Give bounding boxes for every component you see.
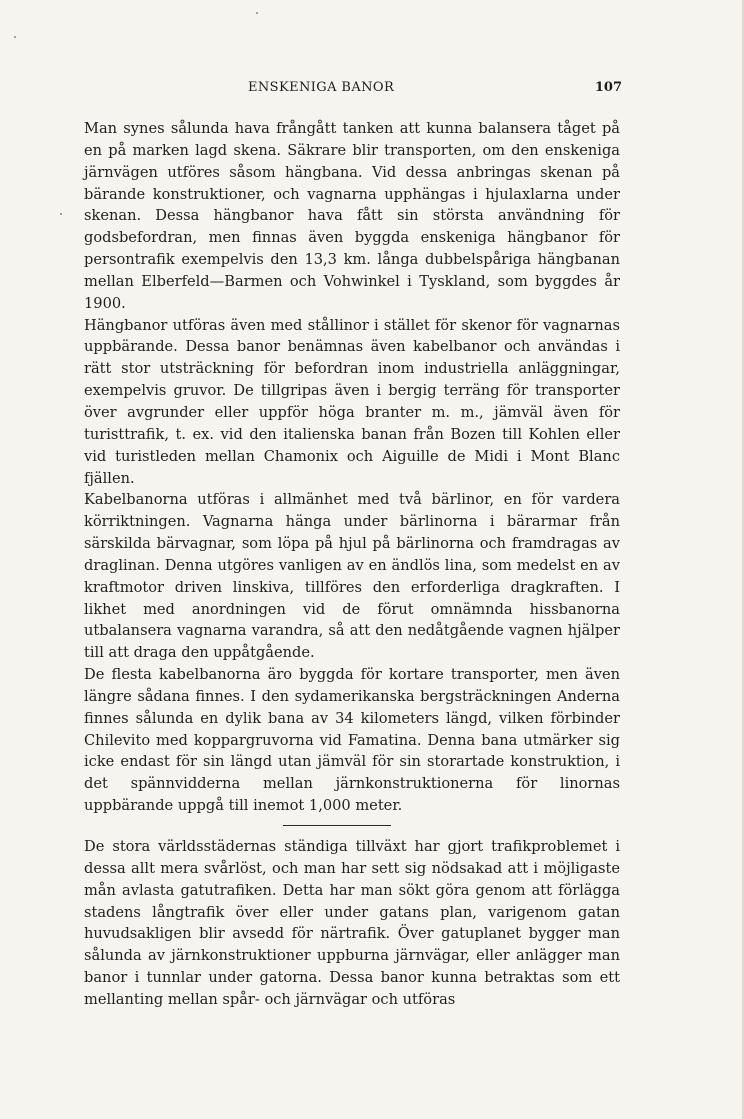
running-head bbox=[84, 80, 624, 100]
paragraph: De stora världsstädernas ständiga tillväxt har gjort trafikproblemet i dessa allt mera svårlöst, och man har sett sig nödsakad att i möjligaste mån avlasta gatutrafiken. Detta har man sökt göra genom att förlägga stadens långtrafik över eller under gatans plan, varigenom gatan huvudsakligen blir avsedd för närtrafik. Över gatuplanet bygger man sålunda av järnkonstruktioner uppburna järnvägar, eller anlägger man banor i tunnlar under gatorna. Dessa banor kunna betraktas som ett mellanting mellan spår- och järnvägar och utföras bbox=[84, 838, 620, 1008]
paragraph: De flesta kabelbanorna äro byggda för kortare transporter, men även längre sådana finnes. I den sydamerikanska bergsträckningen Anderna finnes sålunda en dylik bana av 34 kilometers längd, vilken förbinder Chilevito med koppargruvorna vid Famatina. Denna bana utmärker sig icke endast för sin längd utan jämväl för sin storartade konstruktion, i det spännvidderna mellan järnkonstruktionerna för linornas uppbärande uppgå till inemot 1,000 meter. bbox=[84, 666, 620, 815]
paragraph: Man synes sålunda hava frångått tanken att kunna balansera tåget på en på marken lagd skena. Säkrare blir transporten, om den enskeniga järnvägen utföres såsom hängbana. Vid dessa anbringas skenan på bärande konstruktioner, och vagnarna upphängas i hjulaxlarna under skenan. Dessa hängbanor hava fått sin största användning för godsbefordran, men finnas även byggda enskeniga hängbanor för persontrafik exempelvis den 13,3 km. långa dubbelspåriga hängbanan mellan Elberfeld—Barmen och Vohwinkel i Tyskland, som byggdes år 1900. bbox=[84, 120, 620, 312]
section-divider bbox=[283, 825, 391, 826]
paragraph: Kabelbanorna utföras i allmänhet med två bärlinor, en för vardera körriktningen. Vagnarna hänga under bärlinorna i bärarmar från särskilda bärvagnar, som löpa på hjul på bärlinorna och framdragas av draglinan. Denna utgöres vanligen av en ändlös lina, som medelst en av kraftmotor driven linskiva, tillföres den erforderliga dragkraften. I likhet med anordningen vid de förut omnämnda hissbanorna utbalansera vagnarna varandra, så att den nedåtgående vagnen hjälper till att draga den uppåtgående. bbox=[84, 491, 620, 662]
section-two-text bbox=[84, 836, 620, 1011]
page-number: 107 bbox=[594, 80, 622, 95]
paper-speck bbox=[14, 36, 16, 38]
paper-speck bbox=[60, 213, 62, 215]
paper-speck bbox=[256, 12, 258, 14]
running-title: ENSKENIGA BANOR bbox=[248, 80, 395, 95]
main-text bbox=[84, 118, 620, 817]
paragraph: Hängbanor utföras även med stållinor i stället för skenor för vagnarnas uppbärande. Dessa banor benämnas även kabelbanor och användas i rätt stor utsträckning för befordran inom industriella anläggningar, exempelvis gruvor. De tillgripas även i bergig terräng för transporter över avgrunder eller uppför höga branter m. m., jämväl även för turisttrafik, t. ex. vid den italienska banan från Bozen till Kohlen eller vid turistleden mellan Chamonix och Aiguille de Midi i Mont Blanc fjällen. bbox=[84, 316, 620, 487]
